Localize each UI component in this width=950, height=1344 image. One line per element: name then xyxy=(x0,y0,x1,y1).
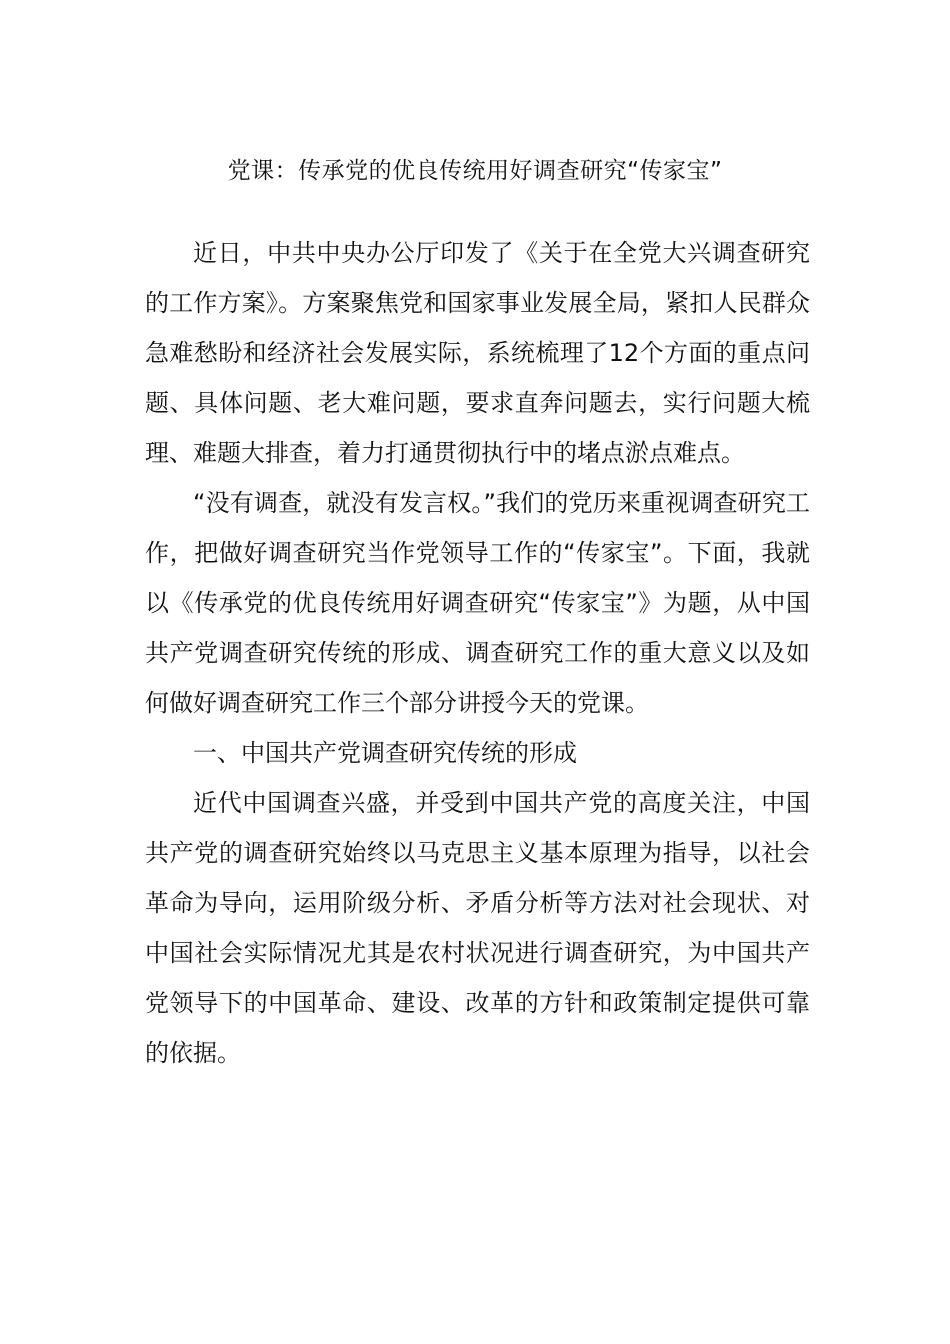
paragraph-intro: 近日，中共中央办公厅印发了《关于在全党大兴调查研究的工作方案》。方案聚焦党和国家事业发展全局，紧扣人民群众急难愁盼和经济社会发展实际，系统梳理了12个方面的重点问题、具体问题、老大难问题，要求直奔问题去，实行问题大梳理、难题大排查，着力打通贯彻执行中的堵点淤点难点。 xyxy=(145,239,810,467)
paragraph-quote: “没有调查，就没有发言权。”我们的党历来重视调查研究工作，把做好调查研究当作党领导工作的“传家宝”。下面，我就以《传承党的优良传统用好调查研究“传家宝”》为题，从中国共产党调查研究传统的形成、调查研究工作的重大意义以及如何做好调查研究工作三个部分讲授今天的党课。 xyxy=(145,489,810,717)
document-title: 党课：传承党的优良传统用好调查研究“传家宝” xyxy=(227,158,723,184)
section-heading-1: 一、中国共产党调查研究传统的形成 xyxy=(193,739,577,767)
paragraph-section-1: 近代中国调查兴盛，并受到中国共产党的高度关注，中国共产党的调查研究始终以马克思主义基本原理为指导，以社会革命为导向，运用阶级分析、矛盾分析等方法对社会现状、对中国社会实际情况尤其是农村状况进行调查研究，为中国共产党领导下的中国革命、建设、改革的方针和政策制定提供可靠的依据。 xyxy=(145,789,810,1067)
document-body xyxy=(145,228,810,1078)
